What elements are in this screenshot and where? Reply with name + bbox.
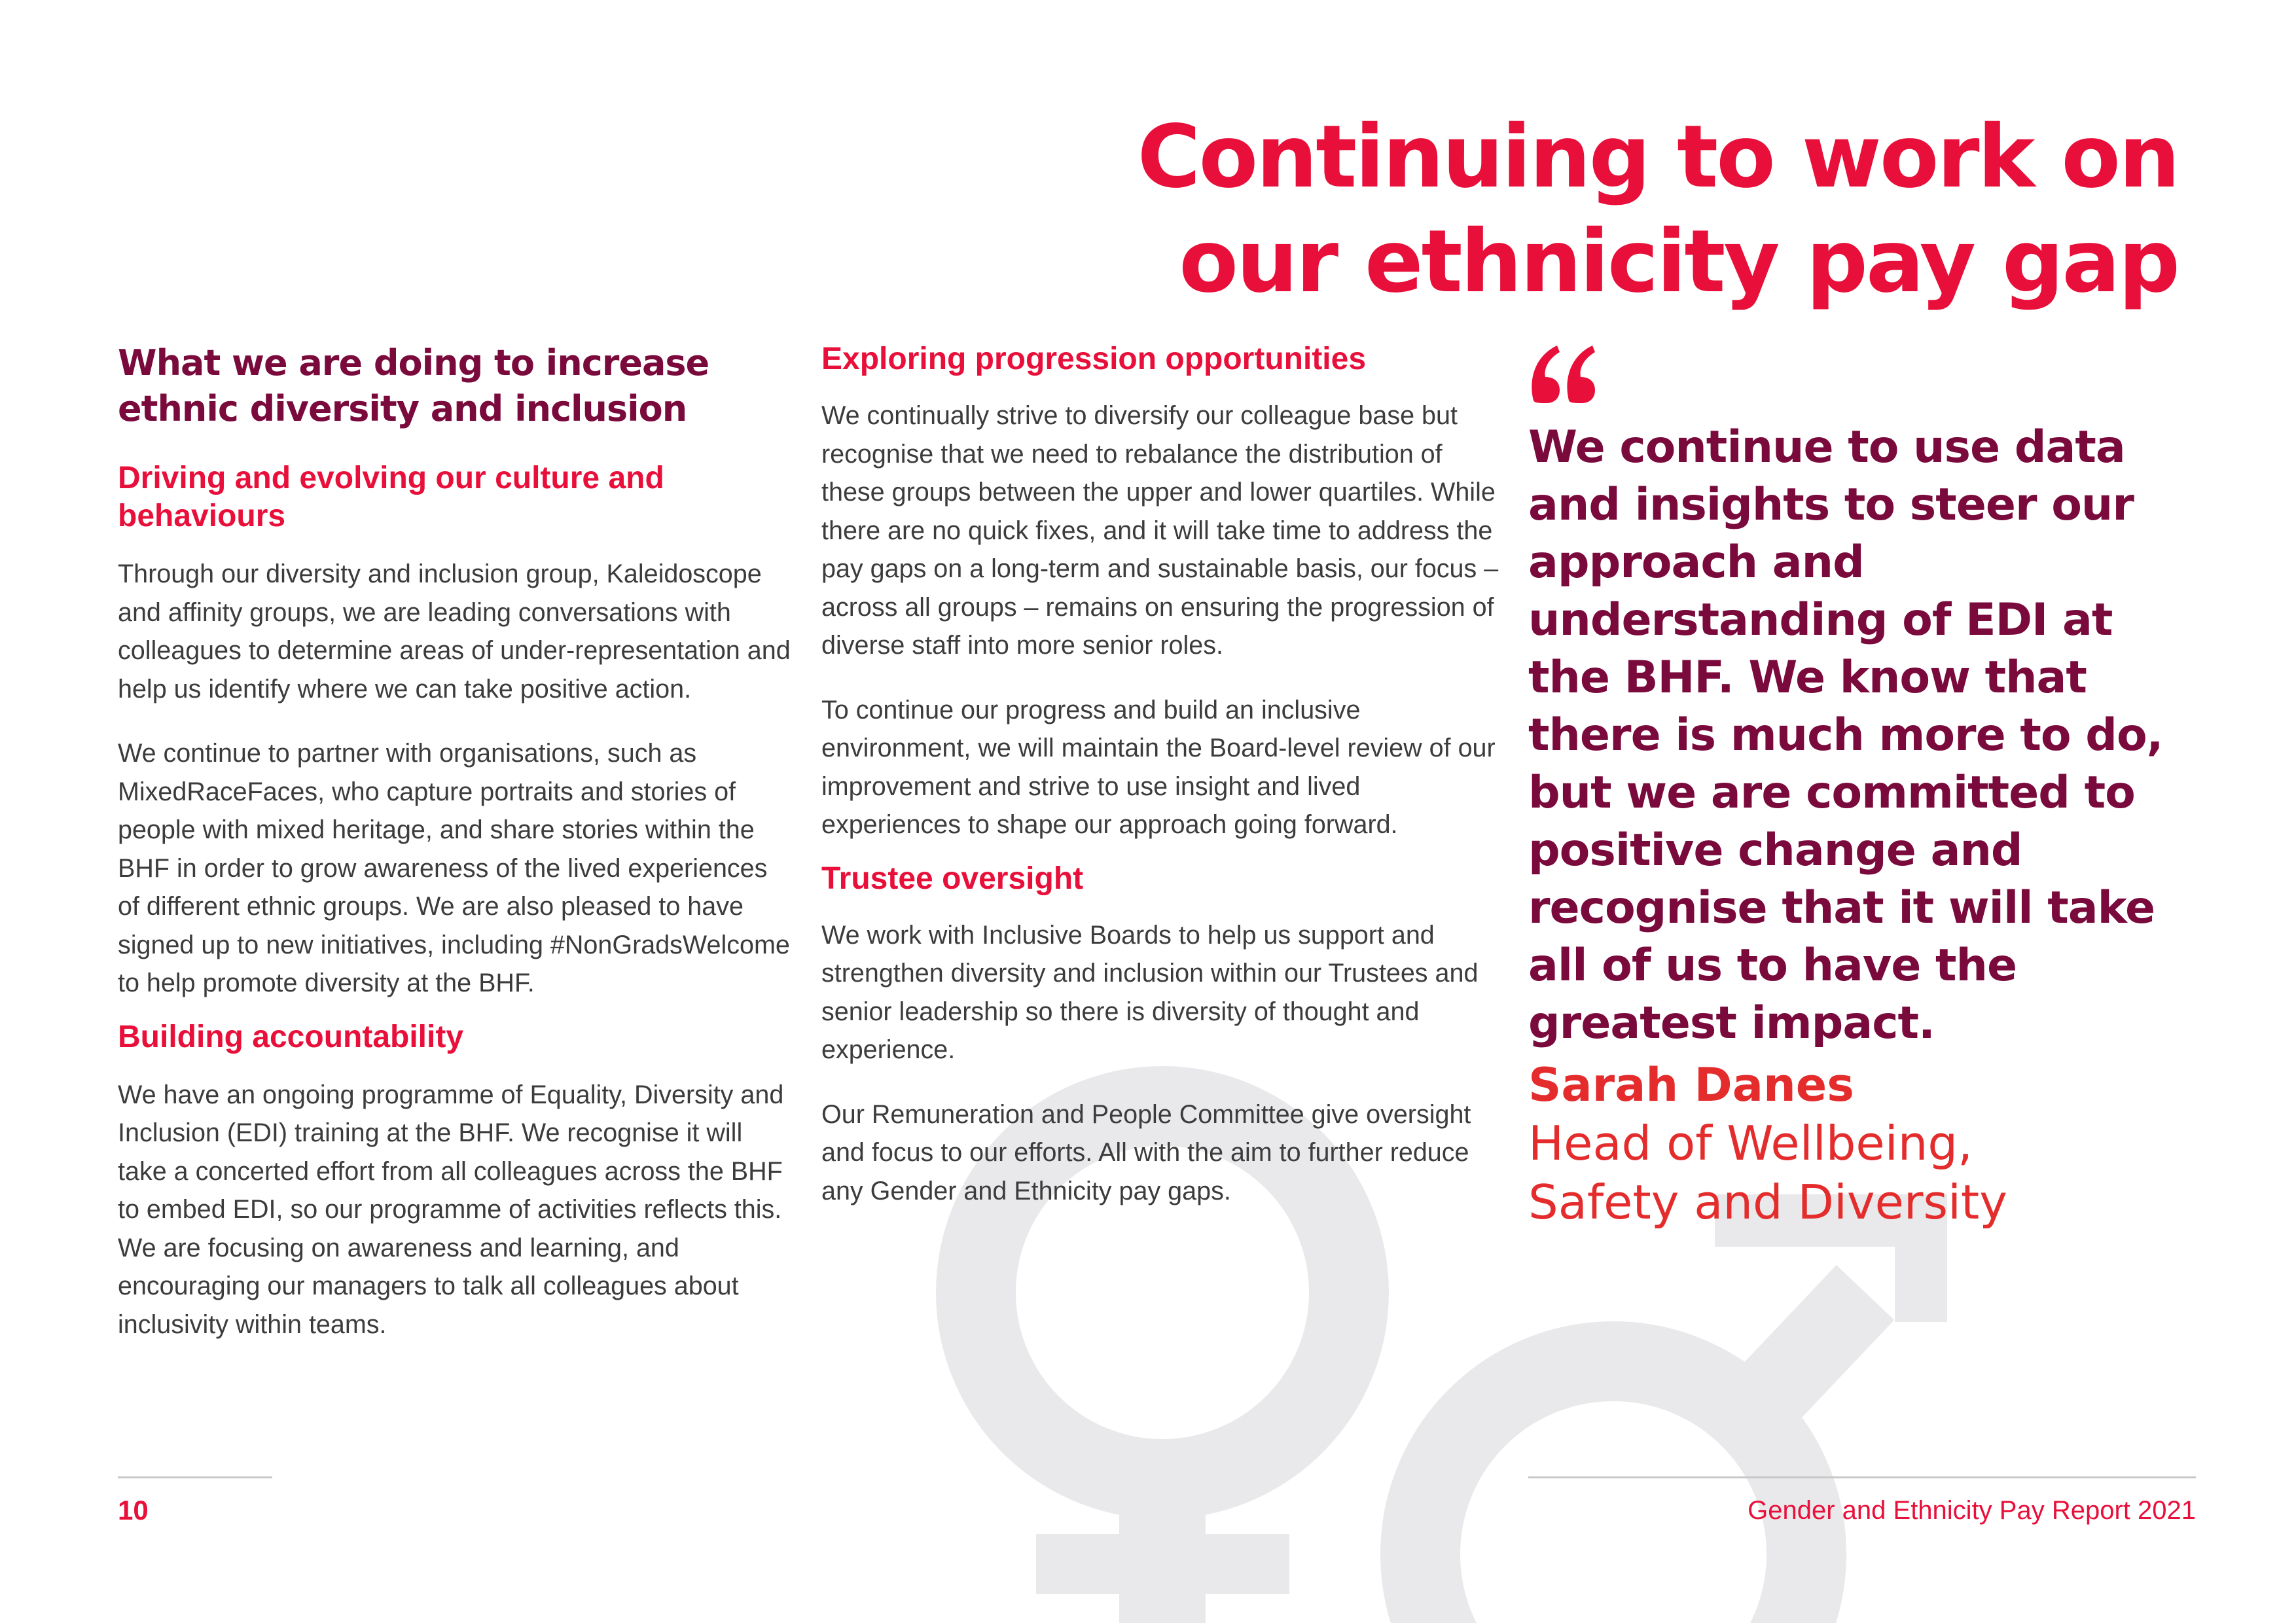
paragraph-inclusive-boards: We work with Inclusive Boards to help us support and strengthen diversity and inclusion within our Trustees and senior leadership so there is diversity of thought and experience. bbox=[821, 920, 1479, 1064]
male-symbol-icon bbox=[1420, 1221, 1921, 1623]
page-title-line-2: our ethnicity pay gap bbox=[1179, 211, 2178, 312]
paragraph-edi-training: We have an ongoing programme of Equality, Diversity and Inclusion (EDI) training at the BHF. We recognise it will take a concerted effort from all colleagues across the BHF to embed EDI, so our programme of activities reflects this. We are focusing on awareness and learning, and encouraging our managers to talk all colleagues about inclusivity within teams. bbox=[118, 1080, 784, 1339]
footer-divider-left bbox=[118, 1476, 272, 1478]
quote-text: We continue to use data and insights to steer our approach and understanding of EDI at the BHF. We know that there is much more to do, but we are committed to positive change and recognise that it will take all of us to have the greatest impact. bbox=[1528, 421, 2163, 1049]
paragraph-remuneration: Our Remuneration and People Committee give oversight and focus to our efforts. All with the aim to further reduce any Gender and Ethnicity pay gaps. bbox=[821, 1099, 1471, 1205]
middle-column bbox=[821, 340, 1502, 1236]
footer-divider-right bbox=[1528, 1476, 2196, 1478]
page-title-line-1: Continuing to work on bbox=[1137, 107, 2178, 207]
page-title bbox=[1138, 105, 2178, 314]
quote-author-name: Sarah Danes bbox=[1528, 1058, 1854, 1112]
pull-quote bbox=[1528, 340, 2196, 1232]
paragraph-partners: We continue to partner with organisations, such as MixedRaceFaces, who capture portraits and stories of people with mixed heritage, and share stories within the BHF in order to grow awareness of the lived experiences of different ethnic groups. We are also pleased to have signed up to new initiatives, including #NonGradsWelcome to help promote diversity at the BHF. bbox=[118, 739, 790, 997]
paragraph-kaleidoscope: Through our diversity and inclusion group, Kaleidoscope and affinity groups, we are leading conversations with colleagues to determine areas of under-representation and help us identify where we can take positive action. bbox=[118, 560, 791, 704]
subheading-trustee-oversight: Trustee oversight bbox=[821, 861, 1084, 896]
paragraph-diversify: We continually strive to diversify our colleague base but recognise that we need to rebalance the distribution of these groups between the upper and lower quartiles. While there are no quick fixes, and it will take time to address the pay gaps on a long-term and sustainable basis, our focus – across all groups – remains on ensuring the progression of diverse staff into more senior roles. bbox=[821, 401, 1499, 660]
paragraph-progress: To continue our progress and build an inclusive environment, we will maintain the Board-level review of our improvement and strive to use insight and lived experiences to shape our approach going forward. bbox=[821, 695, 1496, 839]
section-heading: What we are doing to increase ethnic diversity and inclusion bbox=[118, 342, 709, 429]
quote-role-line-2: Safety and Diversity bbox=[1528, 1175, 2007, 1230]
quote-mark-icon bbox=[1528, 340, 2196, 414]
report-title: Gender and Ethnicity Pay Report 2021 bbox=[1748, 1496, 2196, 1525]
subheading-culture: Driving and evolving our culture and behaviours bbox=[118, 461, 664, 533]
subheading-progression: Exploring progression opportunities bbox=[821, 342, 1367, 376]
subheading-accountability: Building accountability bbox=[118, 1019, 464, 1054]
quote-author-role bbox=[1528, 1114, 2196, 1232]
page-number: 10 bbox=[118, 1495, 149, 1525]
quote-role-line-1: Head of Wellbeing, bbox=[1528, 1116, 1973, 1171]
left-column bbox=[118, 340, 792, 1370]
